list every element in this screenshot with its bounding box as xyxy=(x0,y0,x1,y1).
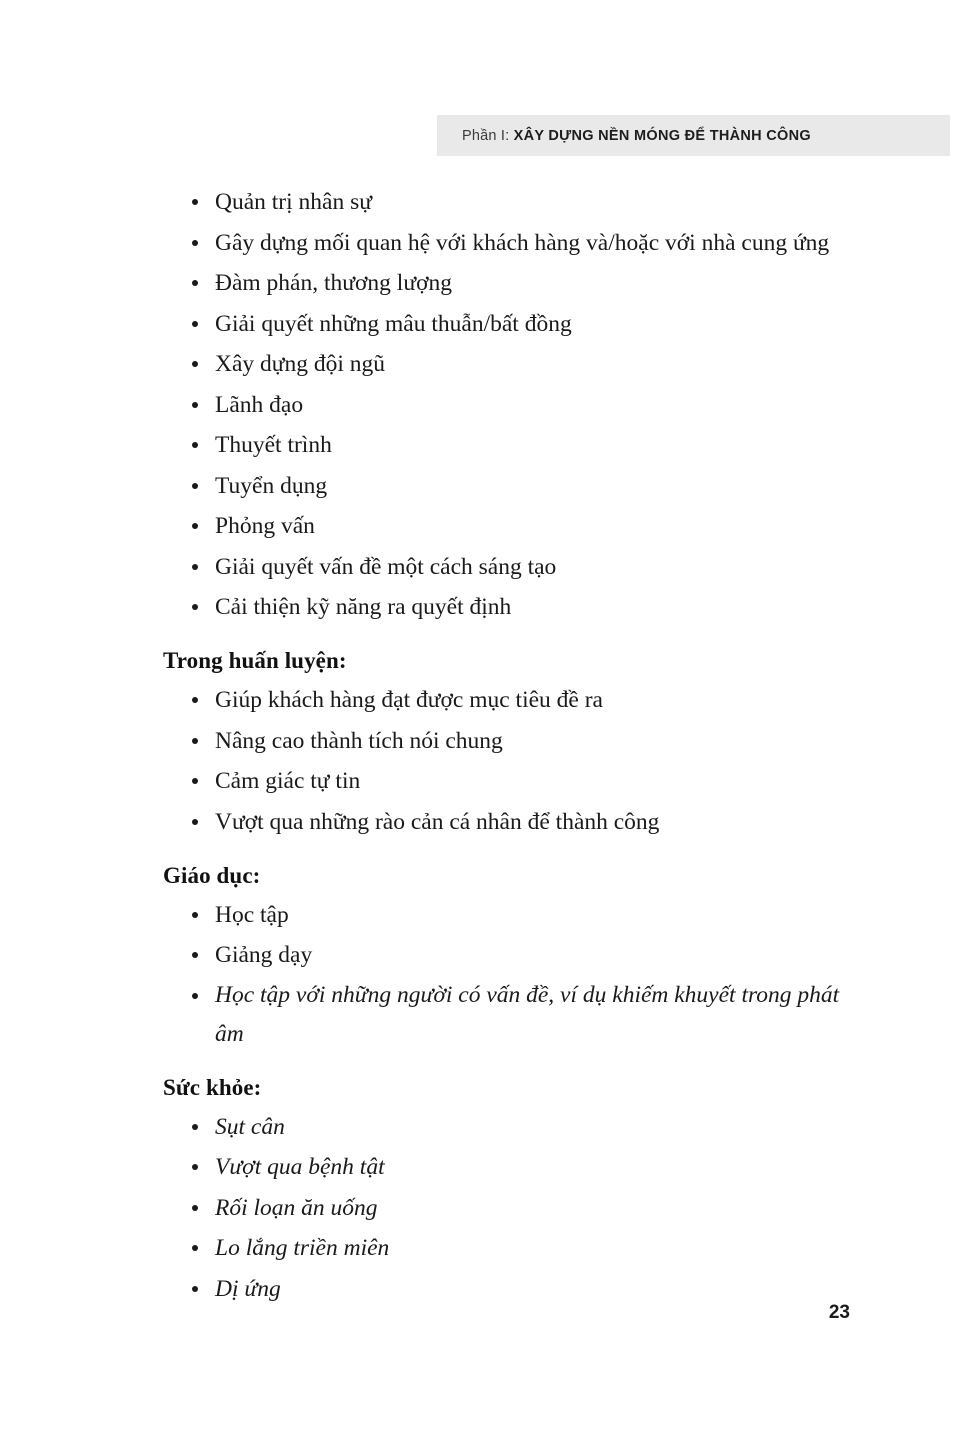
bullet-dot-icon xyxy=(192,819,198,825)
list-item xyxy=(163,385,843,425)
list-item-text: Cảm giác tự tin xyxy=(215,768,361,794)
bullet-dot-icon xyxy=(192,483,198,489)
list-item-text: Lo lắng triền miên xyxy=(215,1235,390,1261)
section-heading-health: Sức khỏe: xyxy=(163,1074,262,1100)
bullet-dot-icon xyxy=(192,240,198,246)
bullet-dot-icon xyxy=(192,1245,198,1251)
bullet-dot-icon xyxy=(192,952,198,958)
bullet-dot-icon xyxy=(192,523,198,529)
list-item xyxy=(163,802,843,842)
list-item xyxy=(163,721,843,761)
list-item-text: Xây dựng đội ngũ xyxy=(215,351,386,377)
list-item xyxy=(163,761,843,801)
list-item xyxy=(163,466,843,506)
list-item xyxy=(163,263,843,303)
list-item xyxy=(163,506,843,546)
section-heading-education: Giáo dục: xyxy=(163,862,261,888)
list-item-text: Dị ứng xyxy=(215,1275,281,1302)
bullet-dot-icon xyxy=(192,402,198,408)
bullet-dot-icon xyxy=(192,321,198,327)
bullet-dot-icon xyxy=(192,912,198,918)
bullet-list-skills xyxy=(163,182,843,627)
bullet-dot-icon xyxy=(192,1124,198,1130)
bullet-dot-icon xyxy=(192,1286,198,1292)
page-content xyxy=(163,182,843,1309)
list-item-text: Vượt qua bệnh tật xyxy=(215,1154,385,1180)
list-item-text: Cải thiện kỹ năng ra quyết định xyxy=(215,594,512,620)
list-item xyxy=(163,935,843,975)
running-header xyxy=(437,115,950,156)
bullet-dot-icon xyxy=(192,604,198,610)
list-item-text: Rối loạn ăn uống xyxy=(215,1194,378,1221)
bullet-dot-icon xyxy=(192,993,198,999)
bullet-dot-icon xyxy=(192,697,198,703)
list-item xyxy=(163,1269,843,1309)
bullet-dot-icon xyxy=(192,564,198,570)
list-item-text: Nâng cao thành tích nói chung xyxy=(215,727,503,754)
list-item-text: Lãnh đạo xyxy=(215,391,304,418)
bullet-dot-icon xyxy=(192,442,198,448)
list-item-text: Thuyết trình xyxy=(215,432,332,458)
list-item-text: Học tập với những người có vấn đề, ví dụ khiếm khuyết trong phát âm xyxy=(215,981,840,1047)
bullet-dot-icon xyxy=(192,361,198,367)
bullet-dot-icon xyxy=(192,738,198,744)
list-item xyxy=(163,344,843,384)
bullet-dot-icon xyxy=(192,1205,198,1211)
bullet-dot-icon xyxy=(192,280,198,286)
list-item-text: Giải quyết vấn đề một cách sáng tạo xyxy=(215,553,557,580)
list-item xyxy=(163,976,843,1054)
running-header-text xyxy=(462,128,811,144)
list-item xyxy=(163,547,843,587)
list-item-text: Giúp khách hàng đạt được mục tiêu đề ra xyxy=(215,687,603,713)
header-part-label: Phần I: xyxy=(462,127,510,144)
bullet-dot-icon xyxy=(192,1164,198,1170)
list-item-text: Học tập xyxy=(215,901,289,928)
list-item xyxy=(163,587,843,627)
list-item xyxy=(163,680,843,720)
header-part-title: XÂY DỰNG NỀN MÓNG ĐỂ THÀNH CÔNG xyxy=(513,127,811,144)
list-item xyxy=(163,1147,843,1187)
list-item xyxy=(163,425,843,465)
bullet-list-health xyxy=(163,1107,843,1309)
list-item-text: Tuyển dụng xyxy=(215,472,328,499)
page-number: 23 xyxy=(828,1302,850,1323)
list-item-text: Vượt qua những rào cản cá nhân để thành công xyxy=(215,808,660,835)
list-item-text: Gây dựng mối quan hệ với khách hàng và/hoặc với nhà cung ứng xyxy=(215,229,830,256)
bullet-dot-icon xyxy=(192,778,198,784)
bullet-list-education xyxy=(163,895,843,1054)
list-item xyxy=(163,1188,843,1228)
list-item xyxy=(163,1107,843,1147)
list-item xyxy=(163,223,843,263)
list-item-text: Giảng dạy xyxy=(215,942,313,968)
bullet-dot-icon xyxy=(192,199,198,205)
list-item xyxy=(163,182,843,222)
bullet-list-coaching xyxy=(163,680,843,842)
list-item-text: Phỏng vấn xyxy=(215,513,315,539)
section-heading-coaching: Trong huấn luyện: xyxy=(163,648,347,673)
list-item xyxy=(163,304,843,344)
list-item-text: Quản trị nhân sự xyxy=(215,189,372,215)
list-item-text: Sụt cân xyxy=(215,1113,285,1140)
list-item-text: Giải quyết những mâu thuẫn/bất đồng xyxy=(215,310,572,337)
list-item xyxy=(163,1228,843,1268)
list-item xyxy=(163,895,843,935)
list-item-text: Đàm phán, thương lượng xyxy=(215,270,452,296)
